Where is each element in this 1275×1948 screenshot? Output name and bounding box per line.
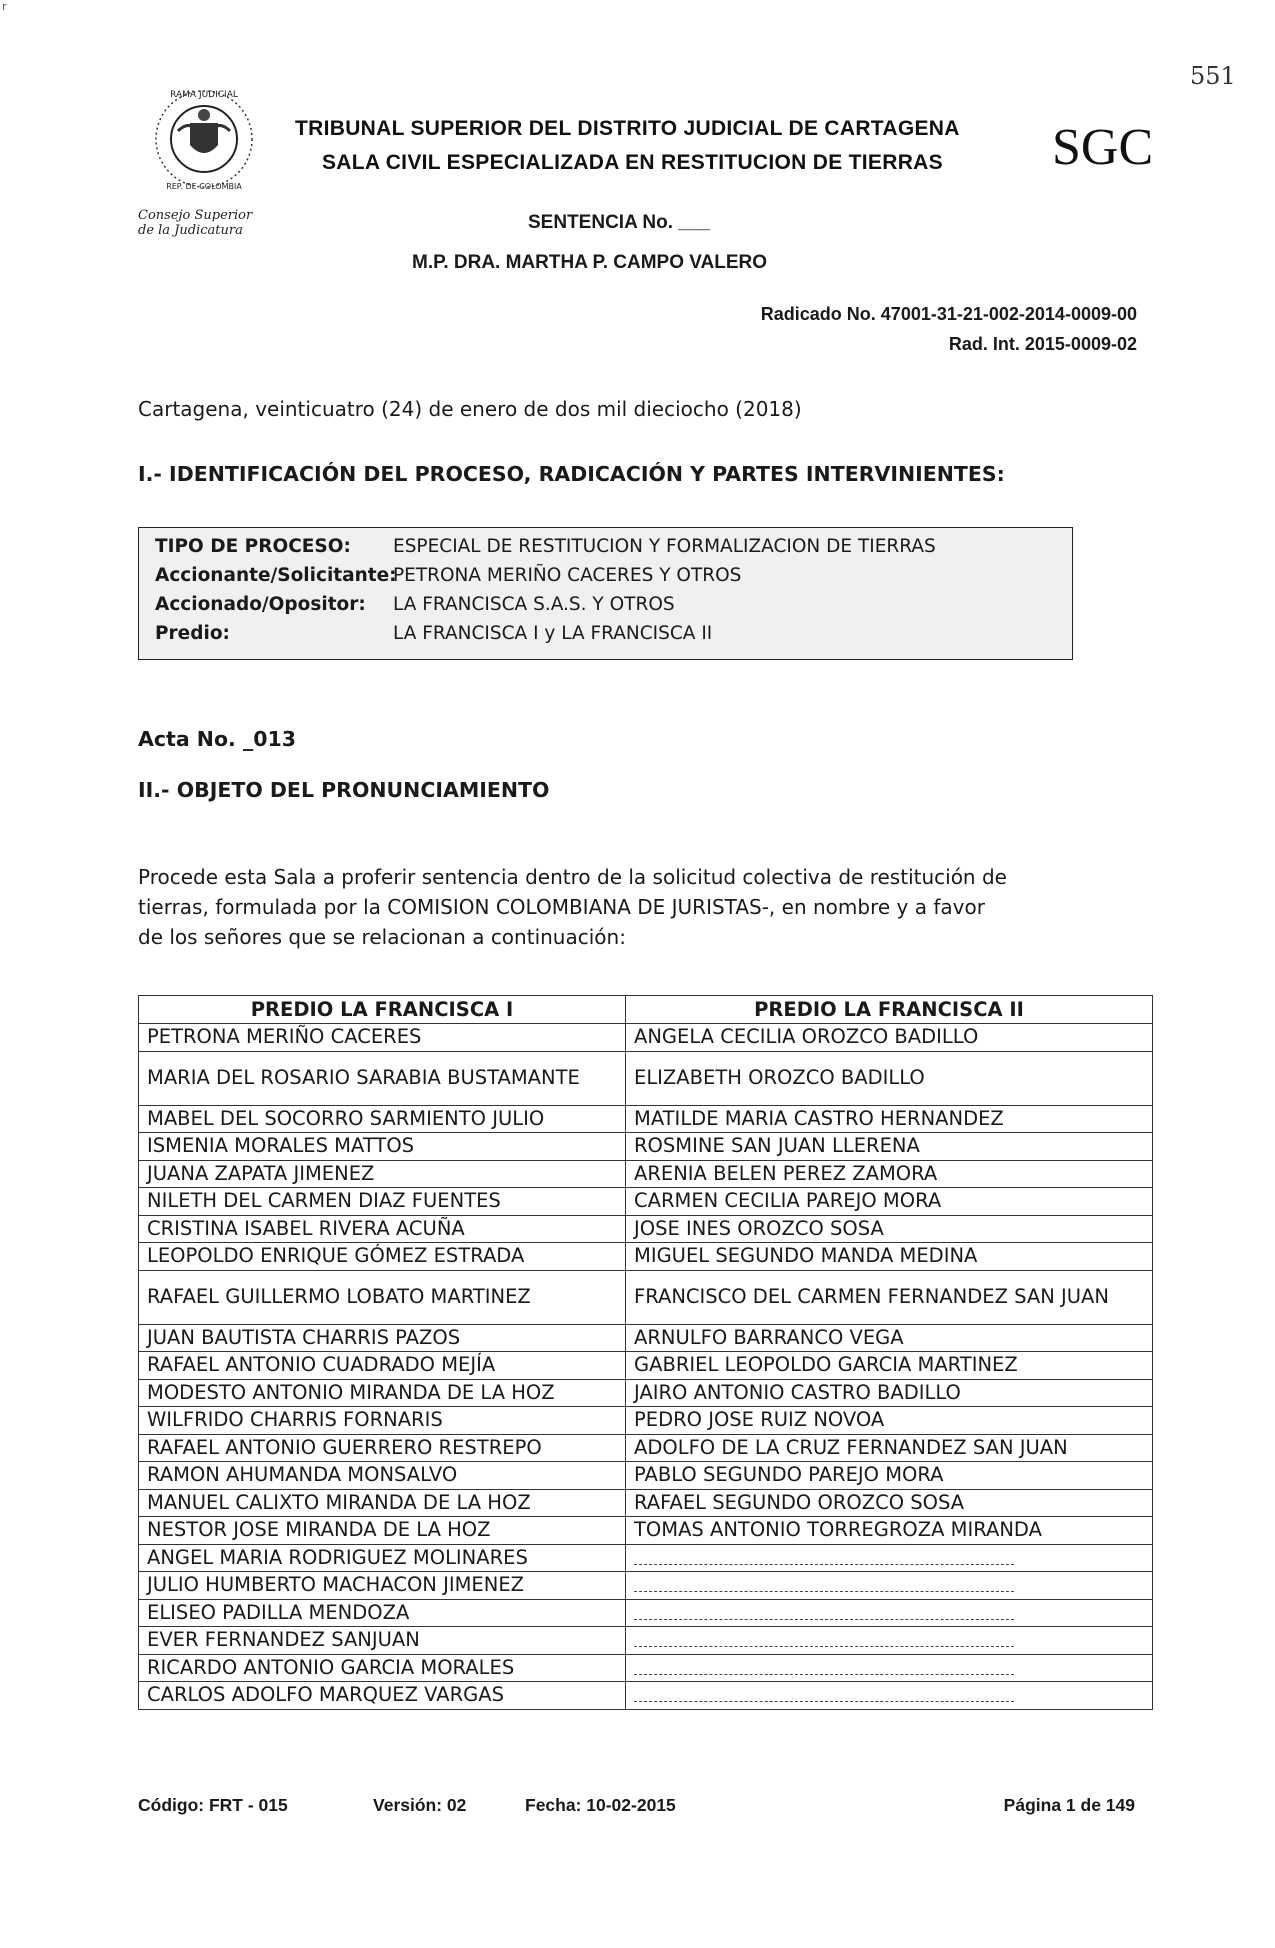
predio-2-name-cell: JOSE INES OROZCO SOSA [626,1215,1153,1243]
id-row-tipo-proceso [155,536,936,562]
predio-2-name-cell: ADOLFO DE LA CRUZ FERNANDEZ SAN JUAN [626,1434,1153,1462]
table-row [139,1024,1153,1052]
table-body [139,1024,1153,1710]
handwritten-page-number: 551 [1190,62,1236,90]
judicial-seal-logo [138,85,270,193]
predio-2-name-cell: TOMAS ANTONIO TORREGROZA MIRANDA [626,1517,1153,1545]
seal-caption [138,208,288,238]
predio-1-name-cell: PETRONA MERIÑO CACERES [139,1024,626,1052]
predio-2-name-cell: CARMEN CECILIA PAREJO MORA [626,1188,1153,1216]
predio-2-name-cell: PEDRO JOSE RUIZ NOVOA [626,1407,1153,1435]
id-label: Predio: [155,623,230,644]
predio-2-name-cell: ANGELA CECILIA OROZCO BADILLO [626,1024,1153,1052]
seal-caption-line1: Consejo Superior [138,208,253,223]
court-name-line2: SALA CIVIL ESPECIALIZADA EN RESTITUCION DE TIERRAS [322,151,943,174]
id-value: PETRONA MERIÑO CACERES Y OTROS [393,565,742,586]
svg-text:RAMA JUDICIAL: RAMA JUDICIAL [170,90,238,100]
table-row [139,1051,1153,1105]
predio-1-name-cell: CRISTINA ISABEL RIVERA ACUÑA [139,1215,626,1243]
column-header: PREDIO LA FRANCISCA II [626,996,1153,1024]
predio-1-name-cell: RAMON AHUMANDA MONSALVO [139,1462,626,1490]
table-row [139,1160,1153,1188]
sgc-logo-text: SGC [1052,119,1154,176]
predio-2-name-cell: GABRIEL LEOPOLDO GARCIA MARTINEZ [626,1352,1153,1380]
table-header-row [139,996,1153,1024]
table-row [139,1544,1153,1572]
table-row [139,1133,1153,1161]
table-row [139,1627,1153,1655]
empty-dash-line [634,1634,1014,1647]
acta-number: Acta No. _013 [138,727,296,751]
id-row-predio [155,623,712,649]
predio-1-name-cell: JUAN BAUTISTA CHARRIS PAZOS [139,1324,626,1352]
predio-1-name-cell: ISMENIA MORALES MATTOS [139,1133,626,1161]
table-row [139,1489,1153,1517]
paragraph-line: Procede esta Sala a proferir sentencia dentro de la solicitud colectiva de restitución de [138,865,1007,889]
predio-2-name-cell [626,1599,1153,1627]
id-value: LA FRANCISCA I y LA FRANCISCA II [393,623,713,644]
intro-paragraph [138,862,1138,952]
predio-2-name-cell: RAFAEL SEGUNDO OROZCO SOSA [626,1489,1153,1517]
id-value: ESPECIAL DE RESTITUCION Y FORMALIZACION DE TIERRAS [393,536,936,557]
table-row [139,1407,1153,1435]
footer-pagina: Página 1 de 149 [1003,1795,1135,1815]
seal-caption-line2: de la Judicatura [138,223,243,238]
predio-2-name-cell: ARNULFO BARRANCO VEGA [626,1324,1153,1352]
corner-mark: r [2,0,7,13]
predio-1-name-cell: LEOPOLDO ENRIQUE GÓMEZ ESTRADA [139,1243,626,1271]
predio-1-name-cell: ELISEO PADILLA MENDOZA [139,1599,626,1627]
table-row [139,1352,1153,1380]
empty-dash-line [634,1607,1014,1620]
predio-2-name-cell: JAIRO ANTONIO CASTRO BADILLO [626,1379,1153,1407]
table-row [139,1654,1153,1682]
predio-1-name-cell: RAFAEL ANTONIO GUERRERO RESTREPO [139,1434,626,1462]
predio-2-name-cell [626,1544,1153,1572]
section-1-title: I.- IDENTIFICACIÓN DEL PROCESO, RADICACIÓN Y PARTES INTERVINIENTES: [138,462,1005,486]
predio-1-name-cell: CARLOS ADOLFO MARQUEZ VARGAS [139,1682,626,1710]
predio-1-name-cell: WILFRIDO CHARRIS FORNARIS [139,1407,626,1435]
predio-2-name-cell: MIGUEL SEGUNDO MANDA MEDINA [626,1243,1153,1271]
empty-dash-line [634,1552,1014,1565]
predio-2-name-cell [626,1572,1153,1600]
predio-1-name-cell: RAFAEL GUILLERMO LOBATO MARTINEZ [139,1270,626,1324]
table-row [139,1188,1153,1216]
id-label: Accionado/Opositor: [155,594,366,615]
id-row-accionante [155,565,741,591]
predio-2-name-cell: ELIZABETH OROZCO BADILLO [626,1051,1153,1105]
predio-2-name-cell: ARENIA BELEN PEREZ ZAMORA [626,1160,1153,1188]
empty-dash-line [634,1662,1014,1675]
id-label: TIPO DE PROCESO: [155,536,351,557]
predio-1-name-cell: JUANA ZAPATA JIMENEZ [139,1160,626,1188]
column-header: PREDIO LA FRANCISCA I [139,996,626,1024]
magistrada-ponente: M.P. DRA. MARTHA P. CAMPO VALERO [412,252,768,273]
empty-dash-line [634,1579,1014,1592]
predio-1-name-cell: JULIO HUMBERTO MACHACON JIMENEZ [139,1572,626,1600]
svg-text:REP. DE COLOMBIA: REP. DE COLOMBIA [166,182,242,191]
predio-2-name-cell [626,1654,1153,1682]
predio-1-name-cell: MANUEL CALIXTO MIRANDA DE LA HOZ [139,1489,626,1517]
paragraph-line: tierras, formulada por la COMISION COLOMBIANA DE JURISTAS-, en nombre y a favor [138,895,985,919]
table-row [139,1434,1153,1462]
predio-1-name-cell: MARIA DEL ROSARIO SARABIA BUSTAMANTE [139,1051,626,1105]
radicado-number: Radicado No. 47001-31-21-002-2014-0009-00 [760,304,1137,324]
predio-1-name-cell: EVER FERNANDEZ SANJUAN [139,1627,626,1655]
section-2-title: II.- OBJETO DEL PRONUNCIAMIENTO [138,778,550,802]
id-label: Accionante/Solicitante: [155,565,397,586]
table-row [139,1682,1153,1710]
predio-2-name-cell [626,1627,1153,1655]
paragraph-line: de los señores que se relacionan a continuación: [138,925,626,949]
predio-2-name-cell: PABLO SEGUNDO PAREJO MORA [626,1462,1153,1490]
table-row [139,1599,1153,1627]
footer-fecha: Fecha: 10-02-2015 [525,1795,676,1815]
predio-1-name-cell: MABEL DEL SOCORRO SARMIENTO JULIO [139,1105,626,1133]
predio-1-name-cell: NILETH DEL CARMEN DIAZ FUENTES [139,1188,626,1216]
radicado-interno: Rad. Int. 2015-0009-02 [948,334,1137,354]
table-row [139,1324,1153,1352]
predio-1-name-cell: MODESTO ANTONIO MIRANDA DE LA HOZ [139,1379,626,1407]
id-value: LA FRANCISCA S.A.S. Y OTROS [393,594,675,615]
id-row-accionado [155,594,675,620]
table-row [139,1270,1153,1324]
process-identification-box [138,527,1073,660]
predio-1-name-cell: RICARDO ANTONIO GARCIA MORALES [139,1654,626,1682]
predio-2-name-cell: ROSMINE SAN JUAN LLERENA [626,1133,1153,1161]
predio-2-name-cell [626,1682,1153,1710]
predio-1-name-cell: NESTOR JOSE MIRANDA DE LA HOZ [139,1517,626,1545]
predio-1-name-cell: RAFAEL ANTONIO CUADRADO MEJÍA [139,1352,626,1380]
predio-2-name-cell: MATILDE MARIA CASTRO HERNANDEZ [626,1105,1153,1133]
claimants-table [138,995,1153,1710]
table-row [139,1517,1153,1545]
table-row [139,1462,1153,1490]
table-row [139,1215,1153,1243]
table-row [139,1243,1153,1271]
empty-dash-line [634,1689,1014,1702]
court-name-line1: TRIBUNAL SUPERIOR DEL DISTRITO JUDICIAL DE CARTAGENA [295,117,960,140]
predio-1-name-cell: ANGEL MARIA RODRIGUEZ MOLINARES [139,1544,626,1572]
predio-2-name-cell: FRANCISCO DEL CARMEN FERNANDEZ SAN JUAN [626,1270,1153,1324]
footer-version: Versión: 02 [373,1795,467,1815]
table-row [139,1379,1153,1407]
table-row [139,1572,1153,1600]
footer-codigo: Código: FRT - 015 [138,1795,288,1815]
date-line: Cartagena, veinticuatro (24) de enero de dos mil dieciocho (2018) [138,397,802,421]
table-row [139,1105,1153,1133]
sentencia-number: SENTENCIA No. ___ [528,212,710,233]
